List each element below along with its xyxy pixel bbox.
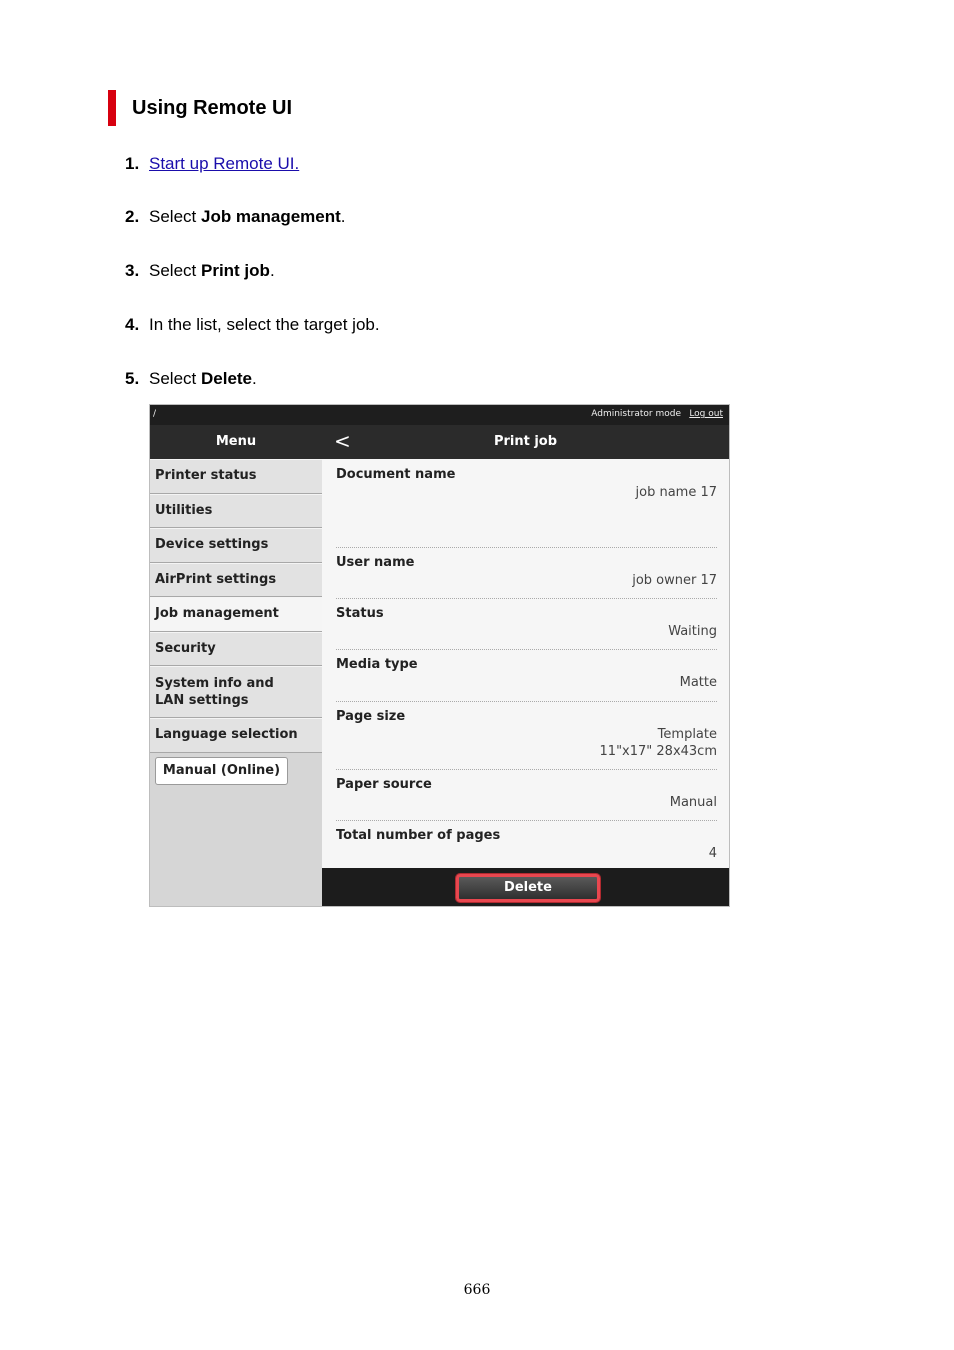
manual-online-button[interactable]: Manual (Online) bbox=[155, 757, 288, 785]
step-2: 2. Select Job management. bbox=[125, 207, 346, 226]
action-footer bbox=[322, 868, 729, 906]
sidebar-item-printer-status[interactable]: Printer status bbox=[150, 459, 322, 494]
breadcrumb-slash: / bbox=[153, 409, 157, 419]
menu-title: Menu bbox=[215, 434, 257, 449]
step-3: 3. Select Print job. bbox=[125, 261, 275, 280]
sidebar-item-utilities[interactable]: Utilities bbox=[150, 494, 322, 528]
delete-button[interactable]: Delete bbox=[456, 874, 600, 902]
section-heading bbox=[108, 90, 292, 126]
heading-accent-bar bbox=[108, 90, 116, 126]
chevron-left-icon[interactable]: < bbox=[334, 429, 351, 453]
sidebar-item-device-settings[interactable]: Device settings bbox=[150, 528, 322, 563]
step-1: 1. Start up Remote UI. bbox=[125, 154, 300, 173]
start-remote-ui-link[interactable]: Start up Remote UI. bbox=[149, 154, 300, 173]
top-status-strip bbox=[150, 405, 729, 425]
admin-mode-label: Administrator mode bbox=[591, 409, 681, 419]
step-4: 4. In the list, select the target job. bbox=[125, 315, 380, 334]
sidebar-item-security[interactable]: Security bbox=[150, 632, 322, 666]
remote-ui-screenshot bbox=[149, 404, 730, 907]
logout-link[interactable]: Log out bbox=[689, 409, 723, 419]
field-paper-source: Paper source Manual bbox=[336, 769, 717, 821]
ui-header bbox=[150, 425, 729, 459]
sidebar-item-airprint-settings[interactable]: AirPrint settings bbox=[150, 563, 322, 597]
field-user-name: User name job owner 17 bbox=[336, 547, 717, 599]
section-title: Using Remote UI bbox=[132, 96, 293, 119]
field-document-name: Document name job name 17 bbox=[336, 459, 717, 548]
sidebar-item-language-selection[interactable]: Language selection bbox=[150, 718, 322, 753]
field-status: Status Waiting bbox=[336, 598, 717, 650]
sidebar-item-system-info[interactable]: System info and LAN settings bbox=[150, 666, 322, 718]
field-media-type: Media type Matte bbox=[336, 649, 717, 702]
job-details-panel bbox=[322, 459, 729, 868]
field-total-pages: Total number of pages 4 bbox=[336, 820, 717, 872]
sidebar-item-job-management[interactable]: Job management bbox=[150, 597, 322, 632]
field-page-size: Page size Template 11"x17" 28x43cm bbox=[336, 701, 717, 770]
page-number: 666 bbox=[463, 1282, 491, 1298]
sidebar-menu bbox=[150, 459, 322, 906]
step-5: 5. Select Delete. bbox=[125, 369, 257, 388]
page-title: Print job bbox=[493, 434, 558, 449]
